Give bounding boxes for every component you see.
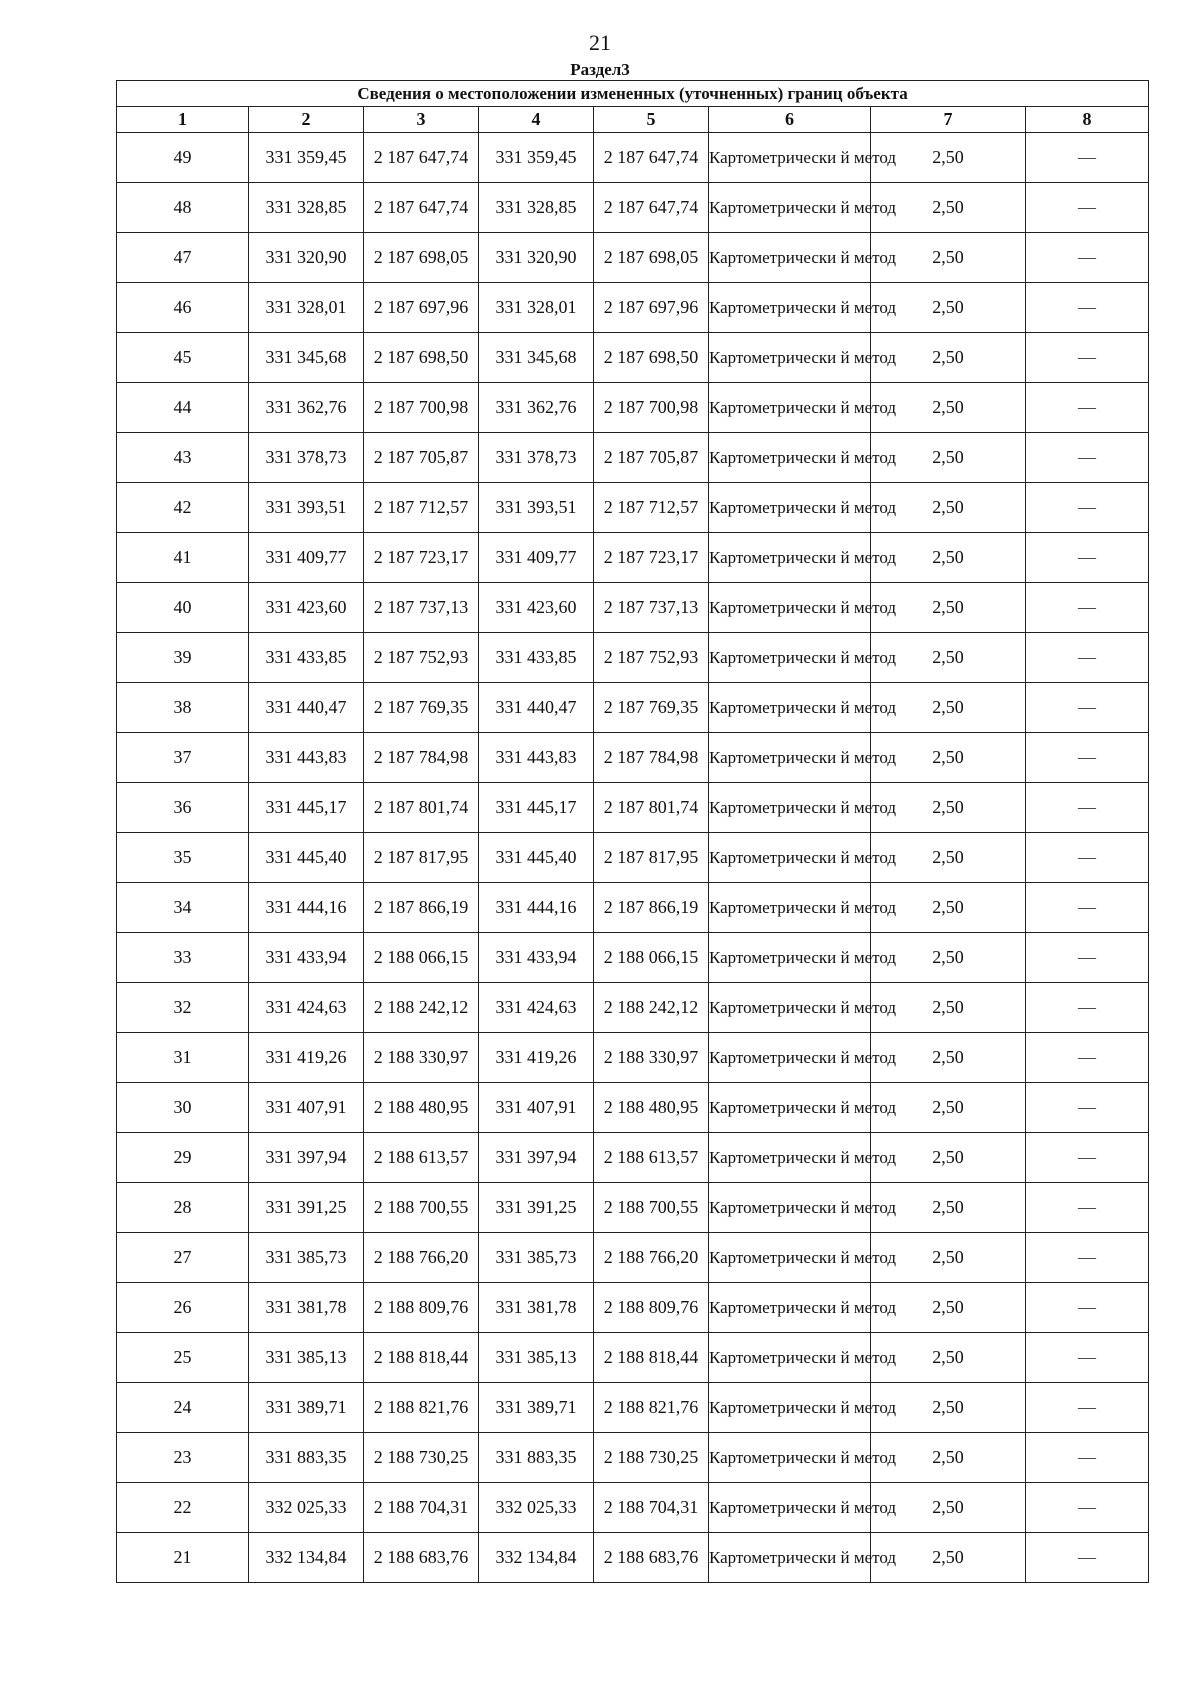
point-number-cell: 34 xyxy=(117,883,249,933)
x-new-cell: 331 320,90 xyxy=(479,233,594,283)
point-number-cell: 25 xyxy=(117,1333,249,1383)
x-new-cell: 331 378,73 xyxy=(479,433,594,483)
column-number-row xyxy=(117,107,1149,133)
y-old-cell: 2 188 821,76 xyxy=(364,1383,479,1433)
description-cell: — xyxy=(1026,483,1149,533)
method-cell: Картометрически й метод xyxy=(709,833,871,883)
x-old-cell: 331 328,01 xyxy=(249,283,364,333)
description-cell: — xyxy=(1026,183,1149,233)
x-new-cell: 331 385,73 xyxy=(479,1233,594,1283)
x-old-cell: 331 393,51 xyxy=(249,483,364,533)
table-row xyxy=(117,983,1149,1033)
accuracy-cell: 2,50 xyxy=(871,183,1026,233)
y-old-cell: 2 188 613,57 xyxy=(364,1133,479,1183)
point-number-cell: 43 xyxy=(117,433,249,483)
y-old-cell: 2 188 700,55 xyxy=(364,1183,479,1233)
y-old-cell: 2 187 723,17 xyxy=(364,533,479,583)
y-old-cell: 2 187 801,74 xyxy=(364,783,479,833)
accuracy-cell: 2,50 xyxy=(871,1333,1026,1383)
description-cell: — xyxy=(1026,283,1149,333)
method-cell: Картометрически й метод xyxy=(709,983,871,1033)
x-old-cell: 331 345,68 xyxy=(249,333,364,383)
accuracy-cell: 2,50 xyxy=(871,1183,1026,1233)
point-number-cell: 41 xyxy=(117,533,249,583)
accuracy-cell: 2,50 xyxy=(871,633,1026,683)
y-old-cell: 2 187 737,13 xyxy=(364,583,479,633)
description-cell: — xyxy=(1026,1133,1149,1183)
point-number-cell: 27 xyxy=(117,1233,249,1283)
x-old-cell: 331 391,25 xyxy=(249,1183,364,1233)
table-row xyxy=(117,883,1149,933)
description-cell: — xyxy=(1026,533,1149,583)
y-old-cell: 2 187 705,87 xyxy=(364,433,479,483)
x-new-cell: 331 385,13 xyxy=(479,1333,594,1383)
table-row xyxy=(117,283,1149,333)
accuracy-cell: 2,50 xyxy=(871,1133,1026,1183)
description-cell: — xyxy=(1026,133,1149,183)
y-old-cell: 2 187 817,95 xyxy=(364,833,479,883)
description-cell: — xyxy=(1026,1183,1149,1233)
method-cell: Картометрически й метод xyxy=(709,933,871,983)
column-number-3: 3 xyxy=(364,107,479,133)
y-new-cell: 2 188 242,12 xyxy=(594,983,709,1033)
x-new-cell: 331 328,85 xyxy=(479,183,594,233)
column-number-1: 1 xyxy=(117,107,249,133)
x-old-cell: 332 134,84 xyxy=(249,1533,364,1583)
page-number: 21 xyxy=(589,30,611,55)
y-new-cell: 2 188 730,25 xyxy=(594,1433,709,1483)
x-old-cell: 331 385,73 xyxy=(249,1233,364,1283)
x-old-cell: 331 328,85 xyxy=(249,183,364,233)
description-cell: — xyxy=(1026,333,1149,383)
description-cell: — xyxy=(1026,1483,1149,1533)
y-old-cell: 2 187 769,35 xyxy=(364,683,479,733)
y-new-cell: 2 187 697,96 xyxy=(594,283,709,333)
description-cell: — xyxy=(1026,383,1149,433)
x-new-cell: 331 409,77 xyxy=(479,533,594,583)
method-cell: Картометрически й метод xyxy=(709,483,871,533)
y-new-cell: 2 187 698,05 xyxy=(594,233,709,283)
x-old-cell: 331 397,94 xyxy=(249,1133,364,1183)
accuracy-cell: 2,50 xyxy=(871,333,1026,383)
method-cell: Картометрически й метод xyxy=(709,733,871,783)
accuracy-cell: 2,50 xyxy=(871,883,1026,933)
table-row xyxy=(117,1133,1149,1183)
table-title-row xyxy=(117,81,1149,107)
y-old-cell: 2 188 766,20 xyxy=(364,1233,479,1283)
x-old-cell: 331 883,35 xyxy=(249,1433,364,1483)
x-new-cell: 331 445,17 xyxy=(479,783,594,833)
point-number-cell: 39 xyxy=(117,633,249,683)
description-cell: — xyxy=(1026,983,1149,1033)
description-cell: — xyxy=(1026,433,1149,483)
method-cell: Картометрически й метод xyxy=(709,433,871,483)
description-cell: — xyxy=(1026,1083,1149,1133)
column-number-7: 7 xyxy=(871,107,1026,133)
description-cell: — xyxy=(1026,733,1149,783)
y-old-cell: 2 188 330,97 xyxy=(364,1033,479,1083)
x-new-cell: 331 359,45 xyxy=(479,133,594,183)
x-new-cell: 331 440,47 xyxy=(479,683,594,733)
x-old-cell: 331 444,16 xyxy=(249,883,364,933)
y-new-cell: 2 188 330,97 xyxy=(594,1033,709,1083)
table-row xyxy=(117,733,1149,783)
x-new-cell: 331 407,91 xyxy=(479,1083,594,1133)
y-old-cell: 2 188 818,44 xyxy=(364,1333,479,1383)
table-row xyxy=(117,1383,1149,1433)
x-old-cell: 331 433,85 xyxy=(249,633,364,683)
y-new-cell: 2 187 698,50 xyxy=(594,333,709,383)
accuracy-cell: 2,50 xyxy=(871,1033,1026,1083)
x-new-cell: 331 433,94 xyxy=(479,933,594,983)
y-old-cell: 2 188 730,25 xyxy=(364,1433,479,1483)
description-cell: — xyxy=(1026,633,1149,683)
point-number-cell: 45 xyxy=(117,333,249,383)
table-row xyxy=(117,1433,1149,1483)
point-number-cell: 24 xyxy=(117,1383,249,1433)
table-row xyxy=(117,383,1149,433)
x-old-cell: 331 378,73 xyxy=(249,433,364,483)
x-new-cell: 331 393,51 xyxy=(479,483,594,533)
column-number-2: 2 xyxy=(249,107,364,133)
table-row xyxy=(117,133,1149,183)
y-old-cell: 2 188 704,31 xyxy=(364,1483,479,1533)
accuracy-cell: 2,50 xyxy=(871,933,1026,983)
y-old-cell: 2 188 809,76 xyxy=(364,1283,479,1333)
column-number-8: 8 xyxy=(1026,107,1149,133)
x-old-cell: 331 359,45 xyxy=(249,133,364,183)
description-cell: — xyxy=(1026,1033,1149,1083)
x-old-cell: 331 440,47 xyxy=(249,683,364,733)
x-new-cell: 332 025,33 xyxy=(479,1483,594,1533)
accuracy-cell: 2,50 xyxy=(871,983,1026,1033)
y-new-cell: 2 187 647,74 xyxy=(594,183,709,233)
point-number-cell: 26 xyxy=(117,1283,249,1333)
table-row xyxy=(117,1033,1149,1083)
x-new-cell: 331 424,63 xyxy=(479,983,594,1033)
method-cell: Картометрически й метод xyxy=(709,1283,871,1333)
point-number-cell: 21 xyxy=(117,1533,249,1583)
x-new-cell: 331 444,16 xyxy=(479,883,594,933)
x-old-cell: 331 433,94 xyxy=(249,933,364,983)
accuracy-cell: 2,50 xyxy=(871,483,1026,533)
method-cell: Картометрически й метод xyxy=(709,1533,871,1583)
table-row xyxy=(117,833,1149,883)
method-cell: Картометрически й метод xyxy=(709,233,871,283)
y-new-cell: 2 187 700,98 xyxy=(594,383,709,433)
point-number-cell: 47 xyxy=(117,233,249,283)
accuracy-cell: 2,50 xyxy=(871,1233,1026,1283)
method-cell: Картометрически й метод xyxy=(709,783,871,833)
table-row xyxy=(117,933,1149,983)
x-old-cell: 332 025,33 xyxy=(249,1483,364,1533)
point-number-cell: 37 xyxy=(117,733,249,783)
table-row xyxy=(117,633,1149,683)
accuracy-cell: 2,50 xyxy=(871,1483,1026,1533)
x-new-cell: 331 362,76 xyxy=(479,383,594,433)
table-row xyxy=(117,1183,1149,1233)
method-cell: Картометрически й метод xyxy=(709,1033,871,1083)
point-number-cell: 28 xyxy=(117,1183,249,1233)
x-new-cell: 331 423,60 xyxy=(479,583,594,633)
point-number-cell: 31 xyxy=(117,1033,249,1083)
y-new-cell: 2 187 712,57 xyxy=(594,483,709,533)
y-new-cell: 2 187 752,93 xyxy=(594,633,709,683)
table-row xyxy=(117,683,1149,733)
y-old-cell: 2 187 647,74 xyxy=(364,133,479,183)
column-number-6: 6 xyxy=(709,107,871,133)
y-old-cell: 2 188 066,15 xyxy=(364,933,479,983)
x-new-cell: 331 397,94 xyxy=(479,1133,594,1183)
y-new-cell: 2 187 784,98 xyxy=(594,733,709,783)
x-old-cell: 331 362,76 xyxy=(249,383,364,433)
x-old-cell: 331 320,90 xyxy=(249,233,364,283)
accuracy-cell: 2,50 xyxy=(871,433,1026,483)
description-cell: — xyxy=(1026,1283,1149,1333)
section-title: Раздел3 xyxy=(570,60,630,79)
x-old-cell: 331 419,26 xyxy=(249,1033,364,1083)
method-cell: Картометрически й метод xyxy=(709,133,871,183)
x-old-cell: 331 389,71 xyxy=(249,1383,364,1433)
y-new-cell: 2 187 866,19 xyxy=(594,883,709,933)
y-old-cell: 2 187 752,93 xyxy=(364,633,479,683)
y-new-cell: 2 188 613,57 xyxy=(594,1133,709,1183)
y-new-cell: 2 188 704,31 xyxy=(594,1483,709,1533)
x-old-cell: 331 407,91 xyxy=(249,1083,364,1133)
description-cell: — xyxy=(1026,583,1149,633)
method-cell: Картометрически й метод xyxy=(709,533,871,583)
point-number-cell: 29 xyxy=(117,1133,249,1183)
y-old-cell: 2 187 700,98 xyxy=(364,383,479,433)
y-new-cell: 2 187 723,17 xyxy=(594,533,709,583)
y-old-cell: 2 187 697,96 xyxy=(364,283,479,333)
x-new-cell: 331 391,25 xyxy=(479,1183,594,1233)
description-cell: — xyxy=(1026,1533,1149,1583)
y-old-cell: 2 187 647,74 xyxy=(364,183,479,233)
column-number-5: 5 xyxy=(594,107,709,133)
y-new-cell: 2 188 700,55 xyxy=(594,1183,709,1233)
point-number-cell: 40 xyxy=(117,583,249,633)
accuracy-cell: 2,50 xyxy=(871,533,1026,583)
description-cell: — xyxy=(1026,883,1149,933)
table-row xyxy=(117,533,1149,583)
accuracy-cell: 2,50 xyxy=(871,833,1026,883)
method-cell: Картометрически й метод xyxy=(709,1383,871,1433)
y-old-cell: 2 187 698,50 xyxy=(364,333,479,383)
description-cell: — xyxy=(1026,233,1149,283)
x-old-cell: 331 445,40 xyxy=(249,833,364,883)
x-old-cell: 331 385,13 xyxy=(249,1333,364,1383)
method-cell: Картометрически й метод xyxy=(709,883,871,933)
table-title: Сведения о местоположении измененных (уточненных) границ объекта xyxy=(117,81,1149,107)
method-cell: Картометрически й метод xyxy=(709,583,871,633)
accuracy-cell: 2,50 xyxy=(871,683,1026,733)
y-new-cell: 2 188 480,95 xyxy=(594,1083,709,1133)
y-new-cell: 2 188 818,44 xyxy=(594,1333,709,1383)
y-old-cell: 2 187 784,98 xyxy=(364,733,479,783)
description-cell: — xyxy=(1026,683,1149,733)
y-new-cell: 2 187 801,74 xyxy=(594,783,709,833)
y-old-cell: 2 188 683,76 xyxy=(364,1533,479,1583)
point-number-cell: 46 xyxy=(117,283,249,333)
y-new-cell: 2 187 705,87 xyxy=(594,433,709,483)
table-row xyxy=(117,783,1149,833)
table-row xyxy=(117,1333,1149,1383)
y-old-cell: 2 187 712,57 xyxy=(364,483,479,533)
method-cell: Картометрически й метод xyxy=(709,283,871,333)
column-number-4: 4 xyxy=(479,107,594,133)
point-number-cell: 32 xyxy=(117,983,249,1033)
method-cell: Картометрически й метод xyxy=(709,1433,871,1483)
table-row xyxy=(117,1283,1149,1333)
point-number-cell: 38 xyxy=(117,683,249,733)
point-number-cell: 22 xyxy=(117,1483,249,1533)
accuracy-cell: 2,50 xyxy=(871,1383,1026,1433)
x-new-cell: 332 134,84 xyxy=(479,1533,594,1583)
point-number-cell: 35 xyxy=(117,833,249,883)
y-new-cell: 2 188 766,20 xyxy=(594,1233,709,1283)
accuracy-cell: 2,50 xyxy=(871,233,1026,283)
x-new-cell: 331 328,01 xyxy=(479,283,594,333)
description-cell: — xyxy=(1026,783,1149,833)
table-row xyxy=(117,333,1149,383)
table-row xyxy=(117,1533,1149,1583)
point-number-cell: 36 xyxy=(117,783,249,833)
accuracy-cell: 2,50 xyxy=(871,1283,1026,1333)
y-new-cell: 2 187 737,13 xyxy=(594,583,709,633)
description-cell: — xyxy=(1026,833,1149,883)
y-new-cell: 2 188 683,76 xyxy=(594,1533,709,1583)
description-cell: — xyxy=(1026,1233,1149,1283)
x-new-cell: 331 883,35 xyxy=(479,1433,594,1483)
y-new-cell: 2 187 647,74 xyxy=(594,133,709,183)
table-body xyxy=(117,133,1149,1583)
y-old-cell: 2 188 242,12 xyxy=(364,983,479,1033)
table-row xyxy=(117,483,1149,533)
x-new-cell: 331 419,26 xyxy=(479,1033,594,1083)
point-number-cell: 33 xyxy=(117,933,249,983)
accuracy-cell: 2,50 xyxy=(871,283,1026,333)
accuracy-cell: 2,50 xyxy=(871,1433,1026,1483)
y-new-cell: 2 187 817,95 xyxy=(594,833,709,883)
method-cell: Картометрически й метод xyxy=(709,633,871,683)
x-old-cell: 331 443,83 xyxy=(249,733,364,783)
point-number-cell: 23 xyxy=(117,1433,249,1483)
accuracy-cell: 2,50 xyxy=(871,383,1026,433)
method-cell: Картометрически й метод xyxy=(709,1083,871,1133)
y-old-cell: 2 187 866,19 xyxy=(364,883,479,933)
method-cell: Картометрически й метод xyxy=(709,1233,871,1283)
point-number-cell: 30 xyxy=(117,1083,249,1133)
table-row xyxy=(117,1233,1149,1283)
accuracy-cell: 2,50 xyxy=(871,133,1026,183)
accuracy-cell: 2,50 xyxy=(871,733,1026,783)
table-row xyxy=(117,433,1149,483)
method-cell: Картометрически й метод xyxy=(709,1333,871,1383)
boundary-coordinates-table xyxy=(116,80,1149,1583)
method-cell: Картометрически й метод xyxy=(709,1133,871,1183)
table-row xyxy=(117,233,1149,283)
x-old-cell: 331 445,17 xyxy=(249,783,364,833)
x-old-cell: 331 381,78 xyxy=(249,1283,364,1333)
table-row xyxy=(117,1483,1149,1533)
method-cell: Картометрически й метод xyxy=(709,1483,871,1533)
accuracy-cell: 2,50 xyxy=(871,1533,1026,1583)
accuracy-cell: 2,50 xyxy=(871,783,1026,833)
method-cell: Картометрически й метод xyxy=(709,383,871,433)
y-new-cell: 2 188 821,76 xyxy=(594,1383,709,1433)
y-new-cell: 2 188 066,15 xyxy=(594,933,709,983)
y-old-cell: 2 188 480,95 xyxy=(364,1083,479,1133)
point-number-cell: 42 xyxy=(117,483,249,533)
method-cell: Картометрически й метод xyxy=(709,183,871,233)
accuracy-cell: 2,50 xyxy=(871,583,1026,633)
x-new-cell: 331 381,78 xyxy=(479,1283,594,1333)
x-new-cell: 331 345,68 xyxy=(479,333,594,383)
x-old-cell: 331 424,63 xyxy=(249,983,364,1033)
description-cell: — xyxy=(1026,1433,1149,1483)
y-new-cell: 2 187 769,35 xyxy=(594,683,709,733)
table-row xyxy=(117,183,1149,233)
description-cell: — xyxy=(1026,1383,1149,1433)
x-new-cell: 331 433,85 xyxy=(479,633,594,683)
y-old-cell: 2 187 698,05 xyxy=(364,233,479,283)
accuracy-cell: 2,50 xyxy=(871,1083,1026,1133)
table-row xyxy=(117,1083,1149,1133)
point-number-cell: 49 xyxy=(117,133,249,183)
point-number-cell: 48 xyxy=(117,183,249,233)
point-number-cell: 44 xyxy=(117,383,249,433)
table-row xyxy=(117,583,1149,633)
x-new-cell: 331 443,83 xyxy=(479,733,594,783)
y-new-cell: 2 188 809,76 xyxy=(594,1283,709,1333)
x-old-cell: 331 409,77 xyxy=(249,533,364,583)
description-cell: — xyxy=(1026,933,1149,983)
method-cell: Картометрически й метод xyxy=(709,1183,871,1233)
description-cell: — xyxy=(1026,1333,1149,1383)
x-old-cell: 331 423,60 xyxy=(249,583,364,633)
method-cell: Картометрически й метод xyxy=(709,683,871,733)
method-cell: Картометрически й метод xyxy=(709,333,871,383)
x-new-cell: 331 389,71 xyxy=(479,1383,594,1433)
x-new-cell: 331 445,40 xyxy=(479,833,594,883)
